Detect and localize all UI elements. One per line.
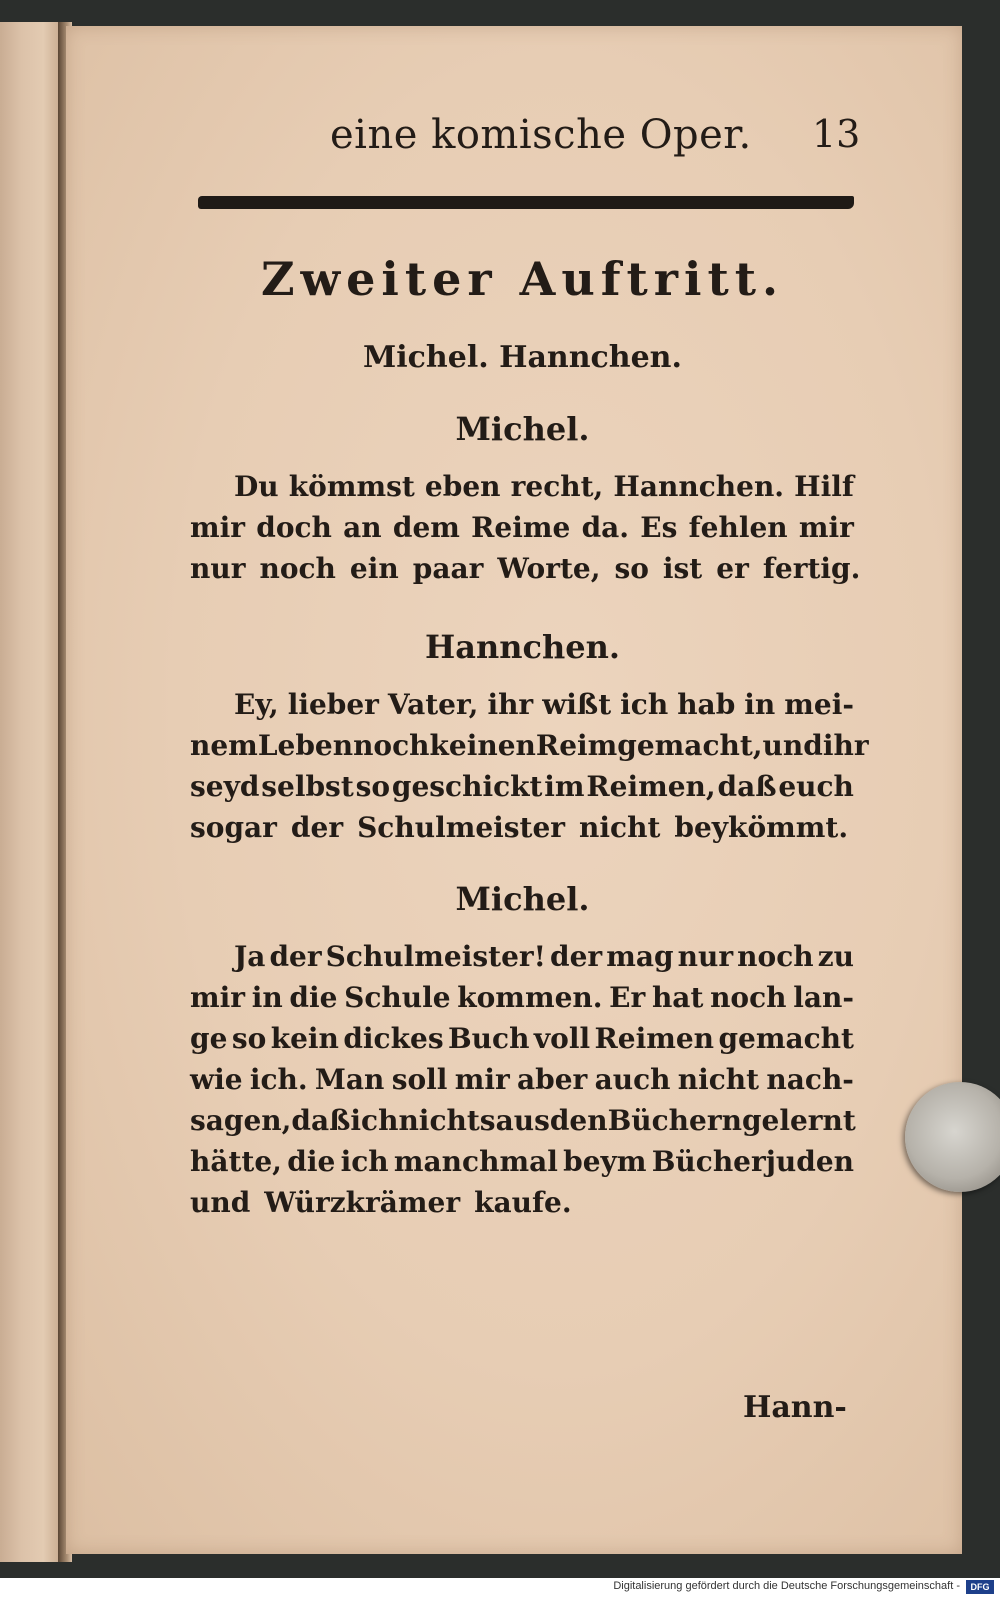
word: fehlen xyxy=(688,511,788,544)
word: Vater, xyxy=(387,688,479,721)
word: Bücherjuden xyxy=(651,1145,854,1178)
word: fertig. xyxy=(762,552,861,585)
word: mir xyxy=(190,511,246,544)
scene-heading: Zweiter Auftritt. xyxy=(260,252,785,306)
word: ge xyxy=(190,1022,228,1055)
catchword: Hann- xyxy=(743,1390,847,1425)
text-line xyxy=(190,770,854,803)
word: der xyxy=(290,811,344,844)
word: nur xyxy=(190,552,246,585)
word: nicht xyxy=(677,1063,760,1096)
word: die xyxy=(289,981,338,1014)
word: Du xyxy=(234,470,279,503)
word: hat xyxy=(651,981,704,1014)
word: ist xyxy=(662,552,703,585)
word: Buch xyxy=(448,1022,530,1055)
word: voll xyxy=(533,1022,591,1055)
word: Man xyxy=(314,1063,385,1096)
digitization-credit: Digitalisierung gefördert durch die Deutsche Forschungsgemeinschaft - xyxy=(613,1580,960,1592)
word: mir xyxy=(190,981,246,1014)
word: seyd xyxy=(190,770,260,803)
word: geschickt xyxy=(391,770,543,803)
text-line xyxy=(190,1104,854,1137)
word: mir xyxy=(454,1063,510,1096)
character-list: Michel. Hannchen. xyxy=(363,340,682,375)
word: beykömmt. xyxy=(674,811,849,844)
word: daß xyxy=(291,1104,351,1137)
word: lieber xyxy=(287,688,379,721)
text-line xyxy=(190,1145,854,1178)
word: gemacht xyxy=(718,1022,854,1055)
text-line xyxy=(190,729,869,762)
word: Schulmeister xyxy=(357,811,566,844)
word: euch xyxy=(778,770,854,803)
text-line xyxy=(190,811,854,844)
word: noch xyxy=(259,552,336,585)
word: er xyxy=(716,552,749,585)
text-line xyxy=(190,1063,854,1096)
word: in xyxy=(251,981,283,1014)
word: den xyxy=(549,1104,608,1137)
word: noch xyxy=(353,729,430,762)
dfg-logo: DFG xyxy=(966,1580,994,1594)
text-line xyxy=(234,470,854,503)
word: Worte, xyxy=(497,552,601,585)
text-line xyxy=(190,1186,854,1219)
word: dickes xyxy=(343,1022,444,1055)
text-line xyxy=(190,511,854,544)
word: die xyxy=(287,1145,336,1178)
word: und xyxy=(190,1186,251,1219)
word: Hilf xyxy=(794,470,854,503)
word: nem xyxy=(190,729,258,762)
word: daß xyxy=(717,770,777,803)
text-line xyxy=(190,1022,854,1055)
word: ihr xyxy=(487,688,534,721)
word: ein xyxy=(349,552,399,585)
word: mei- xyxy=(784,688,854,721)
word: aber xyxy=(517,1063,588,1096)
header-rule xyxy=(198,196,854,209)
word: lan- xyxy=(793,981,854,1014)
word: beym xyxy=(563,1145,647,1178)
word: ich. xyxy=(249,1063,308,1096)
word: mag xyxy=(606,940,674,973)
text-line xyxy=(190,552,861,585)
word: Büchern xyxy=(607,1104,742,1137)
word: Schulmeister! xyxy=(325,940,546,973)
word: im xyxy=(544,770,585,803)
word: so xyxy=(614,552,649,585)
word: nur xyxy=(677,940,734,973)
word: auch xyxy=(594,1063,671,1096)
text-line xyxy=(190,981,854,1014)
word: Ey, xyxy=(234,688,279,721)
text-line xyxy=(234,940,854,973)
word: kommen. xyxy=(457,981,603,1014)
word: eben xyxy=(424,470,501,503)
word: Reime xyxy=(471,511,571,544)
word: hätte, xyxy=(190,1145,282,1178)
word: der xyxy=(269,940,322,973)
word: der xyxy=(550,940,603,973)
word: mir xyxy=(798,511,854,544)
word: in xyxy=(744,688,776,721)
word: hab xyxy=(677,688,736,721)
word: Reimen xyxy=(594,1022,715,1055)
word: Reim xyxy=(535,729,618,762)
word: paar xyxy=(412,552,484,585)
word: Schule xyxy=(344,981,451,1014)
word: selbst xyxy=(261,770,354,803)
word: ihr xyxy=(822,729,869,762)
word: gemacht, xyxy=(617,729,763,762)
word: kaufe. xyxy=(474,1186,572,1219)
word: sagen, xyxy=(190,1104,292,1137)
word: nichts xyxy=(398,1104,496,1137)
word: gelernt xyxy=(741,1104,856,1137)
word: nicht xyxy=(579,811,661,844)
word: ich xyxy=(340,1145,389,1178)
text-line xyxy=(234,688,854,721)
word: kein xyxy=(270,1022,339,1055)
page-number: 13 xyxy=(812,112,861,156)
speaker-name: Michel. xyxy=(455,410,590,448)
word: zu xyxy=(817,940,854,973)
word: manchmal xyxy=(393,1145,558,1178)
word: noch xyxy=(737,940,814,973)
word: nach- xyxy=(766,1063,854,1096)
word: recht, xyxy=(510,470,604,503)
speaker-name: Michel. xyxy=(455,880,590,918)
word: noch xyxy=(710,981,787,1014)
word: doch xyxy=(256,511,332,544)
word: Reimen, xyxy=(586,770,716,803)
word: Ja xyxy=(234,940,266,973)
word: dem xyxy=(392,511,460,544)
word: so xyxy=(355,770,391,803)
word: Er xyxy=(609,981,646,1014)
word: so xyxy=(231,1022,267,1055)
word: aus xyxy=(495,1104,550,1137)
word: da. xyxy=(581,511,630,544)
word: ich xyxy=(350,1104,399,1137)
word: soll xyxy=(391,1063,448,1096)
word: Würzkrämer xyxy=(264,1186,461,1219)
word: und xyxy=(762,729,823,762)
word: Leben xyxy=(257,729,354,762)
running-head: eine komische Oper. xyxy=(330,112,752,158)
word: Hannchen. xyxy=(613,470,785,503)
word: an xyxy=(343,511,382,544)
word: sogar xyxy=(190,811,277,844)
word: ich xyxy=(620,688,669,721)
word: wißt xyxy=(542,688,612,721)
word: kömmst xyxy=(288,470,415,503)
word: keinen xyxy=(429,729,536,762)
speaker-name: Hannchen. xyxy=(424,628,620,666)
word: wie xyxy=(190,1063,243,1096)
word: Es xyxy=(640,511,678,544)
